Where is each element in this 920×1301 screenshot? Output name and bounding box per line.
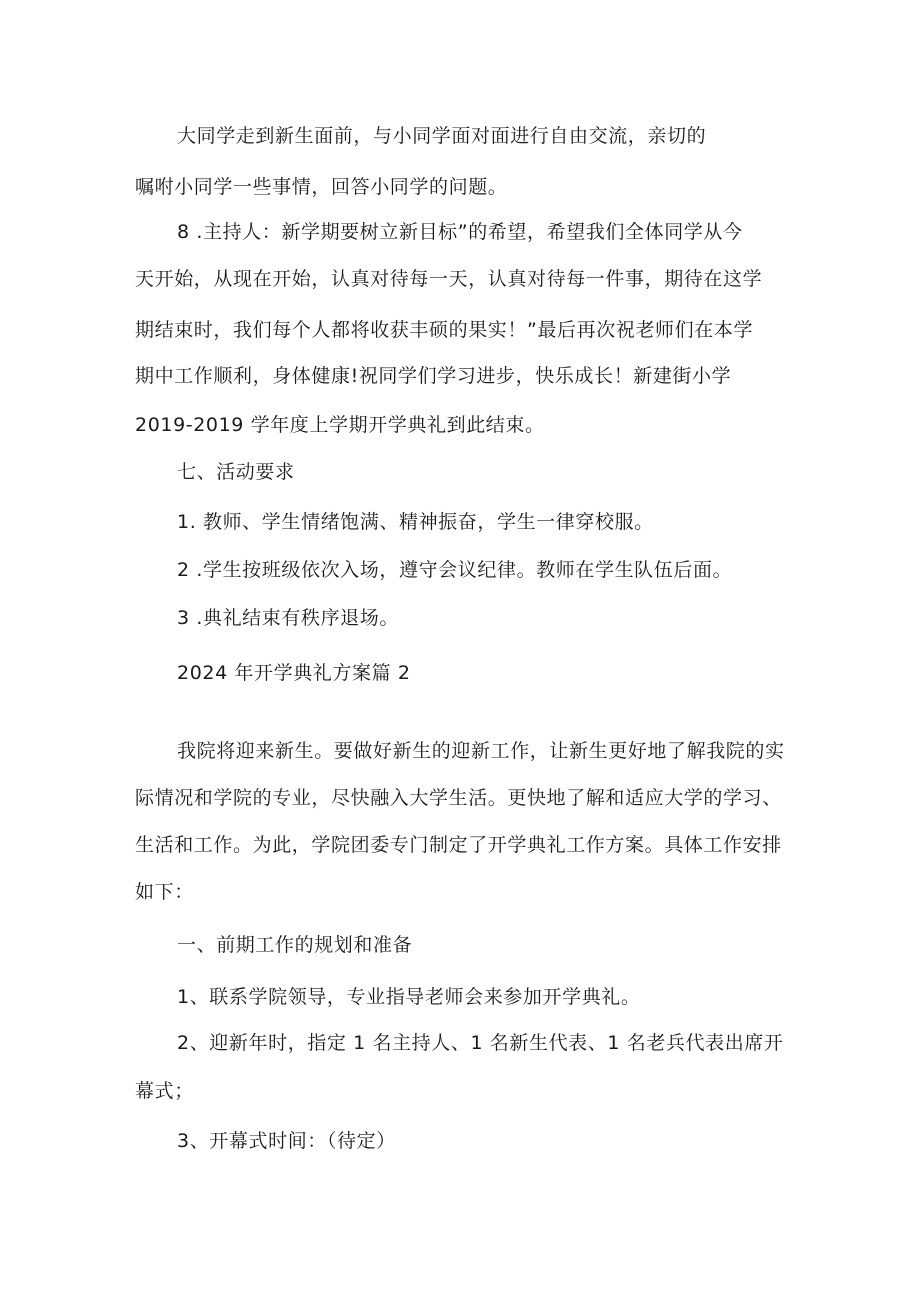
- paragraph-line: 际情况和学院的专业，尽快融入大学生活。更快地了解和适应大学的学习、: [135, 787, 782, 809]
- paragraph-line: 我院将迎来新生。要做好新生的迎新工作，让新生更好地了解我院的实: [177, 740, 785, 762]
- paragraph-line: 如下：: [135, 881, 194, 903]
- list-item-continuation: 幕式；: [135, 1080, 194, 1102]
- paragraph-line: 期结束时，我们每个人都将收获丰硕的果实！”最后再次祝老师们在本学: [135, 319, 754, 341]
- list-item: 3 .典礼结束有秩序退场。: [177, 607, 399, 629]
- section-heading: 七、活动要求: [177, 461, 295, 483]
- paragraph-line: 期中工作顺利，身体健康!祝同学们学习进步，快乐成长！新建街小学: [135, 365, 732, 387]
- list-item: 2、迎新年时，指定 1 名主持人、1 名新生代表、1 名老兵代表出席开: [177, 1032, 784, 1054]
- section-title: 2024 年开学典礼方案篇 2: [177, 662, 411, 684]
- paragraph-line: 天开始，从现在开始，认真对待每一天，认真对待每一件事，期待在这学: [135, 268, 763, 290]
- paragraph-line: 嘱咐小同学一些事情，回答小同学的问题。: [135, 176, 508, 198]
- list-item: 3、开幕式时间：（待定）: [177, 1130, 396, 1152]
- paragraph-line: 8 .主持人：新学期要树立新目标”的希望，希望我们全体同学从今: [177, 221, 743, 243]
- paragraph-line: 大同学走到新生面前，与小同学面对面进行自由交流，亲切的: [177, 125, 707, 147]
- list-item: 1. 教师、学生情绪饱满、精神振奋，学生一律穿校服。: [177, 511, 654, 533]
- paragraph-line: 生活和工作。为此，学院团委专门制定了开学典礼工作方案。具体工作安排: [135, 834, 782, 856]
- section-heading: 一、前期工作的规划和准备: [177, 934, 413, 956]
- list-item: 1、联系学院领导，专业指导老师会来参加开学典礼。: [177, 986, 641, 1008]
- paragraph-line: 2019-2019 学年度上学期开学典礼到此结束。: [135, 414, 545, 436]
- list-item: 2 .学生按班级依次入场，遵守会议纪律。教师在学生队伍后面。: [177, 559, 733, 581]
